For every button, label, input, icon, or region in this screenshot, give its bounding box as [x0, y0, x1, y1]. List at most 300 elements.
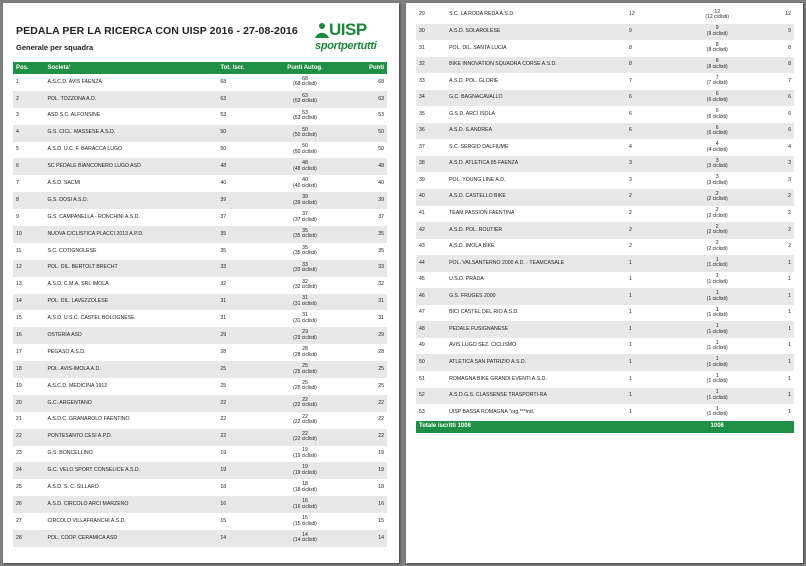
cell-societa: NUOVA CICLISTICA PLACCI 2013 A.P.D. [44, 226, 217, 243]
cell-societa: SC PEDALE BIANCONERO LUGO ASD [44, 158, 217, 175]
cell-tot-iscr: 2 [626, 206, 674, 223]
cell-tot-iscr: 1 [626, 255, 674, 272]
cell-punti-autog [674, 139, 760, 156]
cell-societa: A.S.D. IMOLA BIKE [446, 239, 626, 256]
cell-pos: 48 [416, 321, 446, 338]
cell-pos: 13 [13, 277, 44, 294]
cell-punti: 12 [760, 7, 794, 24]
cell-pos: 53 [416, 404, 446, 421]
table-row [13, 294, 387, 311]
cell-societa: POL. TOZZONA A.D. [44, 91, 217, 108]
cell-pos: 51 [416, 371, 446, 388]
table-row [416, 272, 794, 289]
cell-punti-autog [268, 260, 342, 277]
punti-autog-value: 31 [302, 312, 308, 319]
cell-punti: 9 [760, 24, 794, 41]
cell-tot-iscr: 1 [626, 371, 674, 388]
punti-autog-value: 68 [302, 75, 308, 82]
table-row [13, 327, 387, 344]
cell-punti-autog [268, 226, 342, 243]
table-row [13, 192, 387, 209]
punti-autog-value: 29 [302, 329, 308, 336]
cell-punti: 53 [342, 108, 387, 125]
cell-tot-iscr: 1 [626, 272, 674, 289]
punti-autog-value: 28 [302, 346, 308, 353]
ciclisti-count: (6 ciclisti) [706, 97, 728, 103]
punti-autog-value: 32 [302, 278, 308, 285]
cell-tot-iscr: 48 [217, 158, 268, 175]
cell-societa: POL. COOP. CERAMICA ASD [44, 530, 217, 547]
ciclisti-count: (9 ciclisti) [706, 30, 728, 37]
cell-punti: 2 [760, 239, 794, 256]
cell-tot-iscr: 4 [626, 139, 674, 156]
cell-punti-autog [674, 305, 760, 322]
cell-societa: G.S. BONCELLINO [44, 446, 217, 463]
cell-punti: 25 [342, 378, 387, 395]
cell-punti-autog [674, 123, 760, 140]
cell-societa: A.S.D. SOLAROLESE [446, 24, 626, 41]
cell-punti: 1 [760, 388, 794, 405]
cell-punti-autog [268, 462, 342, 479]
punti-autog-value: 2 [715, 207, 719, 214]
punti-autog-value: 1 [715, 405, 719, 412]
cell-societa: A.S.D.C. GRANAROLO FAENTINO [44, 412, 217, 429]
cell-punti-autog [674, 206, 760, 223]
cell-punti: 6 [760, 106, 794, 123]
punti-autog-value: 1 [715, 323, 719, 330]
cell-punti: 19 [342, 446, 387, 463]
ciclisti-count: (1 ciclisti) [706, 361, 728, 368]
cell-pos: 21 [13, 412, 44, 429]
cell-societa: A.S.D. ATLETICA 85 FAENZA [446, 156, 626, 173]
cell-punti: 48 [342, 158, 387, 175]
cell-pos: 49 [416, 338, 446, 355]
cell-pos: 38 [416, 156, 446, 173]
cell-societa: A.S.D. POL. GLORIE [446, 73, 626, 90]
cell-societa: G.C. ARGENTANO [44, 395, 217, 412]
ciclisti-count: (4 ciclisti) [706, 146, 728, 153]
punti-autog-value: 12 [714, 8, 721, 15]
ciclisti-count: (33 ciclisti) [293, 267, 317, 274]
ciclisti-count: (25 ciclisti) [293, 385, 317, 392]
col-societa: Societa' [44, 62, 217, 74]
table-row [13, 209, 387, 226]
col-tot-iscr: Tot. Iscr. [217, 62, 268, 74]
table-row [416, 239, 794, 256]
cell-societa: PEGASO A.S.D. [44, 344, 217, 361]
cell-punti: 31 [342, 294, 387, 311]
cell-punti-autog [674, 255, 760, 272]
ciclisti-count: (1 ciclisti) [706, 279, 728, 286]
punti-autog-value: 1 [715, 256, 719, 263]
cell-punti: 50 [342, 125, 387, 142]
cell-punti: 1 [760, 371, 794, 388]
cell-pos: 30 [416, 24, 446, 41]
cell-pos: 26 [13, 496, 44, 513]
cell-punti-autog [268, 513, 342, 530]
cell-tot-iscr: 22 [217, 395, 268, 412]
cell-societa: POL. DIL. SANTA LUCIA [446, 40, 626, 57]
punti-autog-value: 53 [302, 109, 308, 116]
table-row [416, 255, 794, 272]
table-row [13, 108, 387, 125]
table-row [416, 189, 794, 206]
cell-punti: 22 [342, 412, 387, 429]
table-row [416, 206, 794, 223]
table-row [13, 429, 387, 446]
cell-punti: 8 [760, 40, 794, 57]
logo-text: UISP [329, 20, 367, 39]
cell-punti: 63 [342, 91, 387, 108]
cell-punti-autog [268, 125, 342, 142]
ciclisti-count: (50 ciclisti) [293, 149, 317, 155]
ciclisti-count: (1 ciclisti) [706, 411, 728, 418]
cell-punti-autog [674, 90, 760, 107]
punti-autog-value: 2 [715, 223, 719, 230]
punti-autog-value: 1 [715, 273, 719, 280]
ciclisti-count: (40 ciclisti) [293, 182, 317, 189]
ciclisti-count: (1 ciclisti) [706, 394, 728, 401]
cell-punti: 16 [342, 496, 387, 513]
cell-punti-autog [674, 57, 760, 74]
ranking-table-page-2 [416, 7, 794, 433]
cell-pos: 9 [13, 209, 44, 226]
table-row [416, 90, 794, 107]
cell-tot-iscr: 6 [626, 123, 674, 140]
cell-societa: A.S.D. S. C. SILLARO [44, 479, 217, 496]
table-row [13, 412, 387, 429]
ciclisti-count: (68 ciclisti) [293, 81, 317, 88]
cell-societa: PONTESANTO CESI A.P.D. [44, 429, 217, 446]
table-row [13, 378, 387, 395]
cell-pos: 31 [416, 40, 446, 57]
table-row [416, 57, 794, 74]
cell-tot-iscr: 19 [217, 462, 268, 479]
punti-autog-value: 16 [302, 498, 308, 505]
cell-punti-autog [268, 327, 342, 344]
punti-autog-value: 2 [715, 190, 719, 197]
cell-pos: 46 [416, 288, 446, 305]
cell-pos: 15 [13, 310, 44, 327]
cell-tot-iscr: 31 [217, 310, 268, 327]
cell-tot-iscr: 9 [626, 24, 674, 41]
cell-punti: 6 [760, 123, 794, 140]
cell-punti: 4 [760, 139, 794, 156]
punti-autog-value: 6 [715, 124, 719, 131]
table-row [13, 260, 387, 277]
ciclisti-count: (22 ciclisti) [293, 402, 317, 409]
ciclisti-count: (6 ciclisti) [706, 113, 728, 120]
table-row [13, 277, 387, 294]
table-row [416, 404, 794, 421]
punti-autog-value: 8 [715, 58, 719, 65]
punti-autog-value: 40 [302, 177, 308, 184]
col-punti: Punti [342, 62, 387, 74]
cell-tot-iscr: 28 [217, 344, 268, 361]
ciclisti-count: (1 ciclisti) [706, 295, 728, 302]
ciclisti-count: (15 ciclisti) [293, 520, 317, 527]
cell-societa: A.S.D. U.S.C. CASTEL BOLOGNESE [44, 310, 217, 327]
cell-punti-autog [268, 175, 342, 192]
cell-pos: 4 [13, 125, 44, 142]
cell-tot-iscr: 1 [626, 354, 674, 371]
ciclisti-count: (48 ciclisti) [293, 165, 317, 172]
cell-punti-autog [268, 310, 342, 327]
cell-pos: 10 [13, 226, 44, 243]
table-row [416, 321, 794, 338]
punti-autog-value: 33 [302, 261, 308, 268]
cell-punti: 14 [342, 530, 387, 547]
cell-societa: S.C. SERGIO DALFIUME [446, 139, 626, 156]
cell-punti-autog [268, 496, 342, 513]
cell-pos: 44 [416, 255, 446, 272]
table-row [416, 371, 794, 388]
total-label: Totale iscritti 1006 [416, 421, 674, 433]
punti-autog-value: 4 [715, 141, 719, 148]
cell-pos: 1 [13, 74, 44, 91]
cell-tot-iscr: 50 [217, 142, 268, 159]
cell-punti-autog [268, 479, 342, 496]
cell-pos: 20 [13, 395, 44, 412]
cell-pos: 34 [416, 90, 446, 107]
cell-punti-autog [674, 24, 760, 41]
cell-pos: 35 [416, 106, 446, 123]
punti-autog-value: 25 [302, 362, 308, 369]
cell-punti: 35 [342, 226, 387, 243]
cell-punti: 1 [760, 305, 794, 322]
cell-punti: 2 [760, 189, 794, 206]
cell-tot-iscr: 1 [626, 288, 674, 305]
cell-societa: CIRCOLO VILLAFRANCHI A.S.D. [44, 513, 217, 530]
cell-punti: 8 [760, 57, 794, 74]
punti-autog-value: 48 [302, 160, 308, 167]
cell-punti: 32 [342, 277, 387, 294]
cell-punti: 2 [760, 206, 794, 223]
punti-autog-value: 31 [302, 295, 308, 302]
cell-societa: A.S.C.D. AVIS FAENZA [44, 74, 217, 91]
cell-punti-autog [674, 288, 760, 305]
cell-societa: G.C. VELO SPORT CONSELICE A.S.D. [44, 462, 217, 479]
table-row [416, 106, 794, 123]
cell-societa: G.S. CICL. MASSESE A.S.D. [44, 125, 217, 142]
punti-autog-value: 25 [302, 379, 308, 386]
cell-pos: 36 [416, 123, 446, 140]
cell-pos: 45 [416, 272, 446, 289]
total-row [416, 421, 794, 433]
cell-punti: 31 [342, 310, 387, 327]
cell-punti: 35 [342, 243, 387, 260]
ciclisti-count: (31 ciclisti) [293, 301, 317, 308]
cell-tot-iscr: 53 [217, 108, 268, 125]
cell-punti-autog [674, 106, 760, 123]
ciclisti-count: (16 ciclisti) [293, 503, 317, 510]
table-row [13, 446, 387, 463]
punti-autog-value: 35 [302, 227, 308, 234]
punti-autog-value: 3 [715, 157, 719, 164]
cell-pos: 25 [13, 479, 44, 496]
cell-punti-autog [674, 404, 760, 421]
cell-punti-autog [268, 142, 342, 159]
cell-tot-iscr: 37 [217, 209, 268, 226]
cell-punti-autog [674, 172, 760, 189]
cell-tot-iscr: 25 [217, 361, 268, 378]
cell-punti-autog [268, 412, 342, 429]
cell-societa: G.S. FRUGES 2000 [446, 288, 626, 305]
ciclisti-count: (19 ciclisti) [293, 453, 317, 460]
cell-pos: 42 [416, 222, 446, 239]
cell-punti-autog [268, 108, 342, 125]
cell-pos: 7 [13, 175, 44, 192]
cell-punti-autog [674, 321, 760, 338]
cell-punti: 7 [760, 73, 794, 90]
cell-tot-iscr: 6 [626, 90, 674, 107]
cell-pos: 16 [13, 327, 44, 344]
cell-tot-iscr: 18 [217, 479, 268, 496]
table-row [416, 388, 794, 405]
punti-autog-value: 1 [715, 339, 719, 346]
cell-punti: 1 [760, 288, 794, 305]
cell-tot-iscr: 12 [626, 7, 674, 24]
cell-tot-iscr: 1 [626, 321, 674, 338]
ciclisti-count: (19 ciclisti) [293, 469, 317, 476]
punti-autog-value: 50 [302, 143, 308, 150]
cell-societa: A.S.D.G.S. CLASSENSE TRASPORTI-RA [446, 388, 626, 405]
cell-pos: 22 [13, 429, 44, 446]
ciclisti-count: (35 ciclisti) [293, 233, 317, 240]
cell-societa: G.S.D. ARCI ISOLA [446, 106, 626, 123]
cell-punti-autog [268, 361, 342, 378]
punti-autog-value: 18 [302, 481, 308, 488]
cell-tot-iscr: 1 [626, 338, 674, 355]
punti-autog-value: 22 [302, 413, 308, 420]
cell-tot-iscr: 1 [626, 388, 674, 405]
cell-punti-autog [268, 277, 342, 294]
cell-societa: A.S.D. C.M.A. SRL IMOLA [44, 277, 217, 294]
cell-punti-autog [268, 91, 342, 108]
cell-pos: 33 [416, 73, 446, 90]
table-row [13, 395, 387, 412]
cell-tot-iscr: 7 [626, 73, 674, 90]
cell-punti: 3 [760, 172, 794, 189]
cell-tot-iscr: 32 [217, 277, 268, 294]
punti-autog-value: 1 [715, 289, 719, 296]
cell-punti: 50 [342, 142, 387, 159]
cell-tot-iscr: 22 [217, 412, 268, 429]
uisp-logo [313, 20, 391, 60]
punti-autog-value: 7 [715, 74, 719, 81]
table-row [416, 40, 794, 57]
cell-punti: 29 [342, 327, 387, 344]
cell-societa: S.C. LA RODA REDA A.S.D. [446, 7, 626, 24]
cell-tot-iscr: 2 [626, 189, 674, 206]
cell-punti: 39 [342, 192, 387, 209]
cell-societa: A.S.C.D. MEDICINA 1912 [44, 378, 217, 395]
punti-autog-value: 14 [302, 531, 308, 538]
ciclisti-count: (3 ciclisti) [706, 163, 728, 170]
cell-societa: BIKE INNOVATION SQUADRA CORSE A.S.D. [446, 57, 626, 74]
cell-tot-iscr: 68 [217, 74, 268, 91]
cell-tot-iscr: 1 [626, 305, 674, 322]
punti-autog-value: 9 [715, 25, 719, 32]
table-row [13, 479, 387, 496]
cell-societa: A.S.D. CIRCOLO ARCI MARZENO [44, 496, 217, 513]
ciclisti-count: (31 ciclisti) [293, 317, 317, 324]
ciclisti-count: (12 ciclisti) [705, 14, 730, 21]
cell-tot-iscr: 29 [217, 327, 268, 344]
document-subtitle: Generale per squadra [16, 43, 94, 52]
cell-punti: 22 [342, 395, 387, 412]
page-1 [3, 3, 399, 563]
cell-pos: 14 [13, 294, 44, 311]
cell-tot-iscr: 40 [217, 175, 268, 192]
ciclisti-count: (32 ciclisti) [293, 284, 317, 291]
table-row [13, 142, 387, 159]
ciclisti-count: (22 ciclisti) [293, 419, 317, 426]
cell-pos: 52 [416, 388, 446, 405]
cell-societa: OSTERIA ASD [44, 327, 217, 344]
cell-societa: POL. AVIS-IMOLA A.D. [44, 361, 217, 378]
table-row [416, 305, 794, 322]
cell-punti: 3 [760, 156, 794, 173]
table-row [13, 226, 387, 243]
cell-societa: G.S. DOSI A.S.D. [44, 192, 217, 209]
cell-tot-iscr: 3 [626, 172, 674, 189]
ciclisti-count: (39 ciclisti) [293, 199, 317, 206]
table-row [13, 175, 387, 192]
cell-punti-autog [268, 158, 342, 175]
cell-pos: 37 [416, 139, 446, 156]
page-2 [406, 3, 803, 563]
cell-tot-iscr: 33 [217, 260, 268, 277]
cell-tot-iscr: 16 [217, 496, 268, 513]
cell-tot-iscr: 19 [217, 446, 268, 463]
punti-autog-value: 3 [715, 174, 719, 181]
cell-punti: 1 [760, 255, 794, 272]
cell-punti: 37 [342, 209, 387, 226]
ciclisti-count: (2 ciclisti) [706, 212, 728, 219]
cell-punti: 15 [342, 513, 387, 530]
cell-punti-autog [674, 338, 760, 355]
table-row [13, 530, 387, 547]
table-row [13, 91, 387, 108]
ciclisti-count: (14 ciclisti) [293, 537, 317, 544]
cell-punti: 22 [342, 429, 387, 446]
cell-societa: A.S.D. POL. ROUTIER [446, 222, 626, 239]
cell-pos: 24 [13, 462, 44, 479]
cell-societa: G.S. CAMPANELLA - RONCHINI A.S.D. [44, 209, 217, 226]
cell-societa: A.S.D. U.C. F. BARACCA LUGO [44, 142, 217, 159]
cell-societa: S.C. COTIGNOLESE [44, 243, 217, 260]
ciclisti-count: (1 ciclisti) [706, 328, 728, 335]
cell-tot-iscr: 1 [626, 404, 674, 421]
punti-autog-value: 22 [302, 430, 308, 437]
cell-punti-autog [674, 73, 760, 90]
punti-autog-value: 6 [715, 91, 719, 98]
cell-pos: 5 [13, 142, 44, 159]
punti-autog-value: 22 [302, 396, 308, 403]
cell-tot-iscr: 31 [217, 294, 268, 311]
cell-pos: 2 [13, 91, 44, 108]
ciclisti-count: (1 ciclisti) [706, 312, 728, 319]
cell-societa: AVIS LUGO SEZ. CICLISMO [446, 338, 626, 355]
ciclisti-count: (28 ciclisti) [293, 351, 317, 358]
cell-pos: 8 [13, 192, 44, 209]
cell-tot-iscr: 14 [217, 530, 268, 547]
cell-societa: BICI CASTEL DEL RIO A.S.D. [446, 305, 626, 322]
total-value: 1006 [674, 421, 760, 433]
cell-tot-iscr: 2 [626, 222, 674, 239]
cell-societa: U.S.D. PRADA [446, 272, 626, 289]
